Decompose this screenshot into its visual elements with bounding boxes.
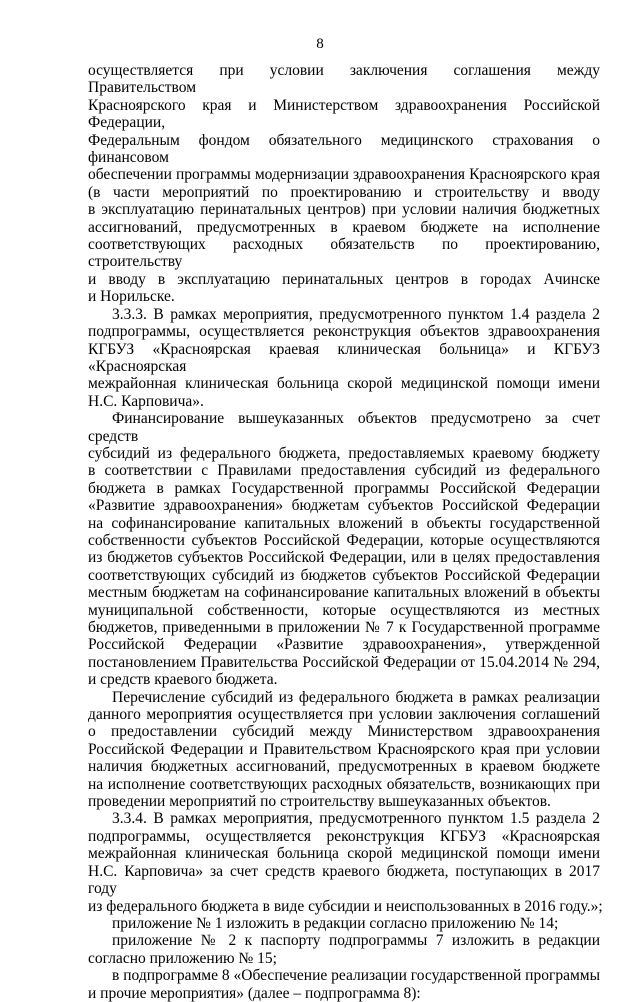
paragraph	[88, 932, 600, 967]
text-line: данного мероприятия осуществляется при условии заключения соглашений	[88, 706, 600, 724]
text-line: Перечисление субсидий из федерального бюджета в рамках реализации	[112, 688, 600, 706]
paragraph	[88, 967, 600, 1002]
text-line: из федерального бюджета в виде субсидии и неиспользованных в 2016 году.»;	[88, 897, 603, 915]
text-line: и Норильске.	[88, 288, 175, 306]
text-line: в соответствии с Правилами предоставления субсидий из федерального	[88, 462, 600, 480]
text-line: согласно приложению № 15;	[88, 949, 277, 967]
text-line: приложение № 2 к паспорту подпрограммы 7 изложить в редакции	[112, 932, 600, 950]
text-line: о предоставлении субсидий между Министерством здравоохранения	[88, 723, 600, 741]
text-line: 3.3.3. В рамках мероприятия, предусмотренного пунктом 1.4 раздела 2	[112, 305, 600, 323]
text-line: на исполнение соответствующих расходных обязательств, возникающих при	[88, 775, 600, 793]
paragraph	[88, 689, 600, 811]
text-line: соответствующих расходных обязательств по проектированию, строительству	[88, 236, 600, 271]
text-line: и вводу в эксплуатацию перинатальных центров в городах Ачинске	[88, 270, 600, 288]
text-line: 3.3.4. В рамках мероприятия, предусмотренного пунктом 1.5 раздела 2	[112, 810, 600, 828]
text-line: проведении мероприятий по строительству вышеуказанных объектов.	[88, 793, 551, 811]
text-line: Н.С. Карповича».	[88, 392, 204, 410]
page-number: 8	[316, 36, 324, 52]
text-line: осуществляется при условии заключения соглашения между Правительством	[88, 62, 600, 97]
text-line: муниципальной собственности, которые осуществляются из местных	[88, 601, 600, 619]
paragraph	[88, 410, 600, 689]
text-line: в подпрограмме 8 «Обеспечение реализации государственной программы	[112, 967, 600, 985]
paragraph	[88, 810, 603, 915]
text-line: наличия бюджетных ассигнований, предусмотренных в краевом бюджете	[88, 758, 600, 776]
text-line: Красноярского края и Министерством здравоохранения Российской Федерации,	[88, 96, 600, 132]
text-line: субсидий из федерального бюджета, предоставляемых краевому бюджету	[88, 444, 600, 462]
text-line: местным бюджетам на софинансирование капитальных вложений в объекты	[88, 584, 600, 602]
text-line: постановлением Правительства Российской Федерации от 15.04.2014 № 294,	[88, 653, 600, 671]
text-line: в эксплуатацию перинатальных центров) при условии наличия бюджетных	[88, 201, 600, 219]
text-line: Российской Федерации и Правительством Красноярского края при условии	[88, 740, 600, 758]
text-line: межрайонная клиническая больница скорой медицинской помощи имени	[88, 845, 600, 863]
text-line: КГБУЗ «Красноярская краевая клиническая больница» и КГБУЗ «Красноярская	[88, 340, 600, 375]
text-line: подпрограммы, осуществляется реконструкция объектов здравоохранения	[88, 323, 600, 341]
text-line: обеспечении программы модернизации здравоохранения Красноярского края	[88, 166, 600, 184]
paragraph	[88, 306, 600, 410]
paragraph	[88, 915, 600, 932]
text-line: подпрограммы, осуществляется реконструкция КГБУЗ «Красноярская	[88, 827, 600, 845]
text-line: на софинансирование капитальных вложений в объекты государственной	[88, 514, 600, 532]
text-line: Финансирование вышеуказанных объектов предусмотрено за счет средств	[88, 410, 600, 445]
text-line: приложение № 1 изложить в редакции согласно приложению № 14;	[112, 914, 559, 932]
text-line: и прочие мероприятия» (далее – подпрограмма 8):	[88, 984, 421, 1002]
text-line: соответствующих субсидий из бюджетов субъектов Российской Федерации	[88, 566, 600, 584]
text-line: бюджетов, приведенными в приложении № 7 к Государственной программе	[88, 619, 600, 636]
text-line: «Развитие здравоохранения» бюджетам субъектов Российской Федерации	[88, 497, 600, 515]
text-line: межрайонная клиническая больница скорой медицинской помощи имени	[88, 375, 600, 393]
text-line: ассигнований, предусмотренных в краевом бюджете на исполнение	[88, 218, 600, 236]
text-line: Н.С. Карповича» за счет средств краевого бюджета, поступающих в 2017 году	[88, 862, 600, 898]
text-line: и средств краевого бюджета.	[88, 671, 278, 689]
text-line: Российской Федерации «Развитие здравоохранения», утвержденной	[88, 636, 600, 654]
document-body	[88, 62, 603, 1002]
text-line: (в части мероприятий по проектированию и строительству и вводу	[88, 183, 600, 201]
text-line: из бюджетов субъектов Российской Федерации, или в целях предоставления	[88, 549, 600, 567]
text-line: собственности субъектов Российской Федерации, которые осуществляются	[88, 531, 600, 549]
text-line: бюджета в рамках Государственной программы Российской Федерации	[88, 479, 600, 497]
text-line: Федеральным фондом обязательного медицинского страхования о финансовом	[88, 131, 600, 167]
paragraph	[88, 62, 600, 306]
